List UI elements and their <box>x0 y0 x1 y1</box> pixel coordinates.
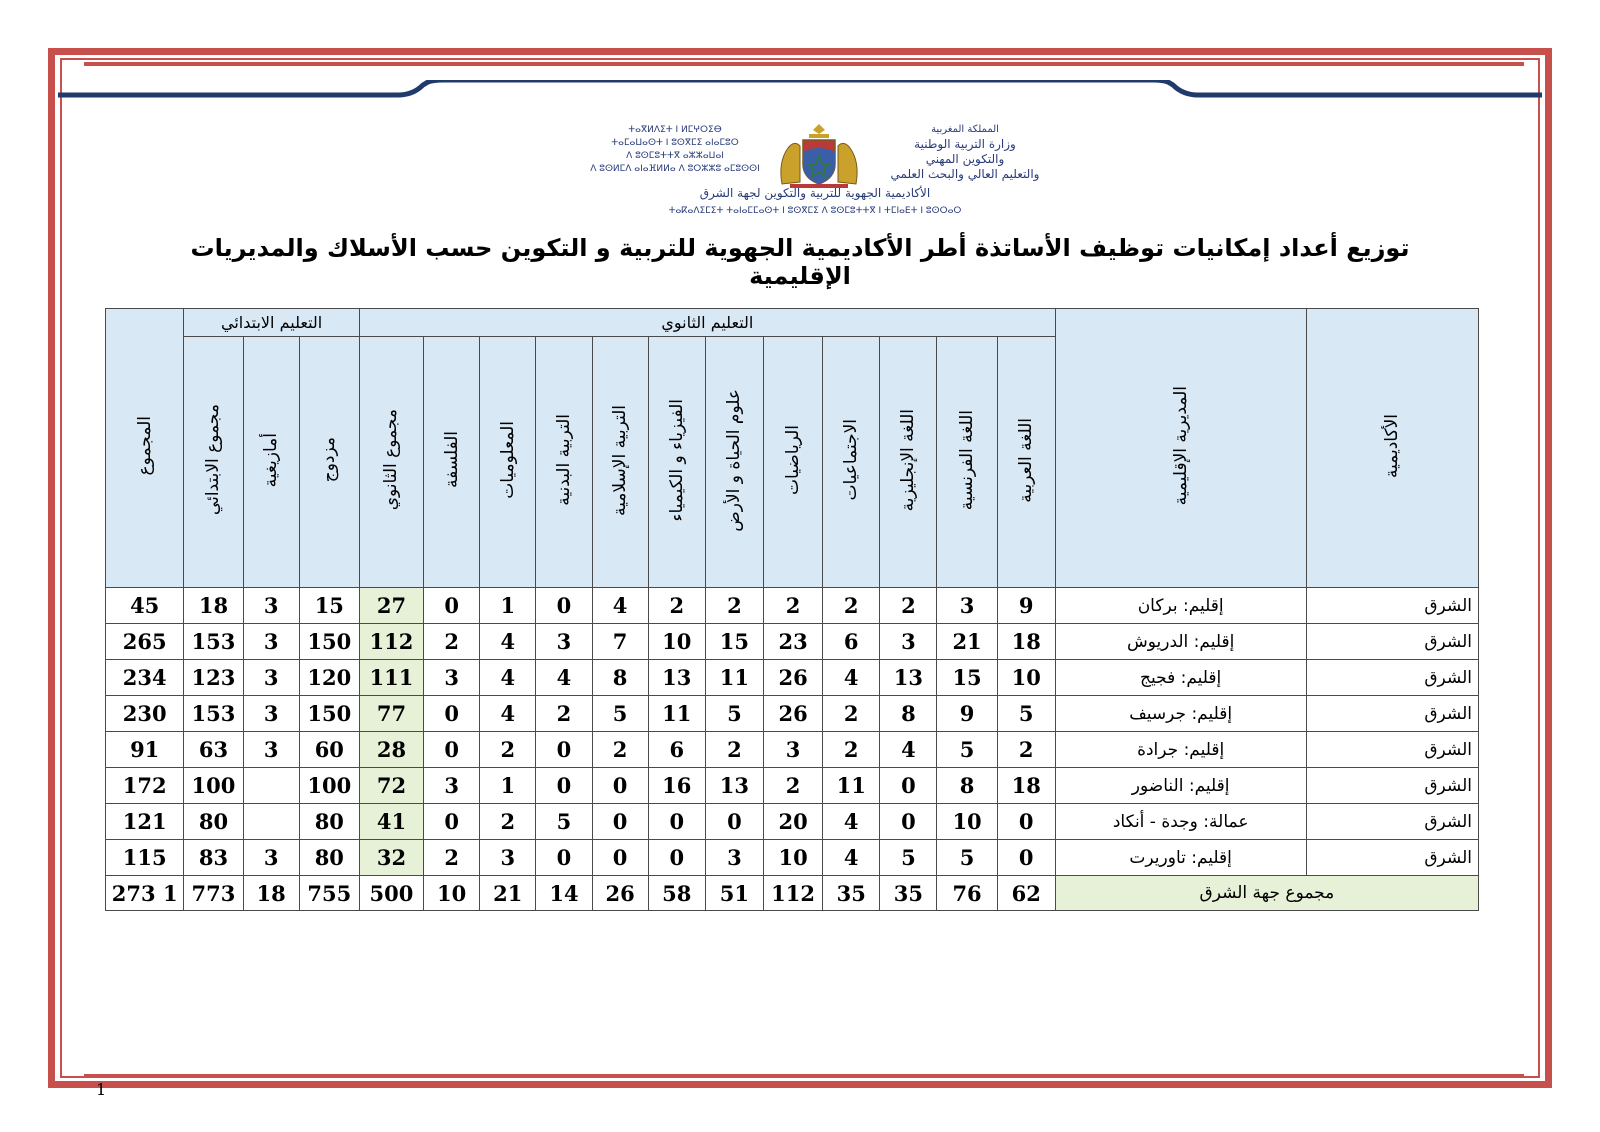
cell-sec-total: 32 <box>359 840 423 876</box>
cell-physics: 2 <box>648 588 705 624</box>
cell-sec-total: 112 <box>359 624 423 660</box>
navy-header-band <box>58 80 1542 120</box>
cell-bilingual: 150 <box>299 696 359 732</box>
col-philosophy: الفلسفة <box>424 337 480 588</box>
cell-english: 0 <box>880 768 937 804</box>
cell-math: 23 <box>764 624 823 660</box>
col-prim-total: مجموع الابتدائي <box>184 337 243 588</box>
col-svt: علوم الحياة و الأرض <box>705 337 763 588</box>
cell-philosophy: 3 <box>424 660 480 696</box>
cell-islamic: 0 <box>592 768 648 804</box>
cell-grand-total: 91 <box>106 732 184 768</box>
cell-grand-total: 115 <box>106 840 184 876</box>
cell-physics: 11 <box>648 696 705 732</box>
cell-academy: الشرق <box>1306 732 1478 768</box>
cell-arabic: 2 <box>997 732 1055 768</box>
cell-math: 2 <box>764 588 823 624</box>
cell-pe: 0 <box>536 840 592 876</box>
cell-directorate: إقليم: الناضور <box>1055 768 1306 804</box>
cell-math: 26 <box>764 696 823 732</box>
cell-arabic: 18 <box>997 624 1055 660</box>
col-social: الاجتماعيات <box>823 337 880 588</box>
cell-amazigh: 3 <box>243 696 299 732</box>
cell-pe: 2 <box>536 696 592 732</box>
cell-social: 2 <box>823 588 880 624</box>
cell-academy: الشرق <box>1306 804 1478 840</box>
cell-prim-total: 63 <box>184 732 243 768</box>
col-physics: الفيزياء و الكيمياء <box>648 337 705 588</box>
cell-philosophy: 0 <box>424 696 480 732</box>
total-bilingual: 755 <box>299 876 359 911</box>
cell-islamic: 8 <box>592 660 648 696</box>
cell-english: 5 <box>880 840 937 876</box>
total-it: 21 <box>480 876 536 911</box>
cell-arabic: 0 <box>997 840 1055 876</box>
cell-french: 5 <box>937 732 997 768</box>
col-amazigh: أمازيغية <box>243 337 299 588</box>
total-label: مجموع جهة الشرق <box>1055 876 1478 911</box>
cell-amazigh: 3 <box>243 624 299 660</box>
cell-grand-total: 45 <box>106 588 184 624</box>
table-row <box>106 768 1479 804</box>
cell-amazigh: 3 <box>243 588 299 624</box>
cell-islamic: 2 <box>592 732 648 768</box>
cell-bilingual: 60 <box>299 732 359 768</box>
total-svt: 51 <box>705 876 763 911</box>
total-french: 76 <box>937 876 997 911</box>
cell-sec-total: 72 <box>359 768 423 804</box>
col-bilingual: مزدوج <box>299 337 359 588</box>
cell-sec-total: 77 <box>359 696 423 732</box>
table-row <box>106 588 1479 624</box>
cell-it: 4 <box>480 624 536 660</box>
cell-philosophy: 0 <box>424 804 480 840</box>
kingdom-arabic: المملكة المغربية <box>931 124 999 135</box>
cell-islamic: 0 <box>592 840 648 876</box>
ministry-tifinagh-1: ⵜⴰⵎⴰⵡⴰⵙⵜ ⵏ ⵓⵙⴳⵎⵉ ⴰⵏⴰⵎⵓⵔ <box>611 138 739 148</box>
ministry-arabic-1: وزارة التربية الوطنية <box>914 137 1016 151</box>
positions-table <box>105 308 1479 911</box>
cell-bilingual: 150 <box>299 624 359 660</box>
cell-bilingual: 80 <box>299 840 359 876</box>
cell-french: 10 <box>937 804 997 840</box>
total-arabic: 62 <box>997 876 1055 911</box>
cell-academy: الشرق <box>1306 696 1478 732</box>
kingdom-tifinagh: ⵜⴰⴳⵍⴷⵉⵜ ⵏ ⵍⵎⵖⵔⵉⴱ <box>628 125 722 135</box>
cell-grand-total: 172 <box>106 768 184 804</box>
cell-social: 2 <box>823 732 880 768</box>
cell-arabic: 5 <box>997 696 1055 732</box>
cell-physics: 16 <box>648 768 705 804</box>
cell-directorate: عمالة: وجدة - أنكاد <box>1055 804 1306 840</box>
cell-bilingual: 15 <box>299 588 359 624</box>
cell-academy: الشرق <box>1306 660 1478 696</box>
cell-svt: 11 <box>705 660 763 696</box>
cell-academy: الشرق <box>1306 768 1478 804</box>
cell-amazigh: 3 <box>243 732 299 768</box>
cell-islamic: 5 <box>592 696 648 732</box>
cell-french: 21 <box>937 624 997 660</box>
cell-french: 8 <box>937 768 997 804</box>
frame-bottom-line <box>84 1074 1524 1078</box>
cell-amazigh: 3 <box>243 840 299 876</box>
cell-philosophy: 0 <box>424 588 480 624</box>
cell-social: 2 <box>823 696 880 732</box>
cell-it: 1 <box>480 588 536 624</box>
cell-pe: 0 <box>536 732 592 768</box>
cell-bilingual: 80 <box>299 804 359 840</box>
ministry-arabic-2: والتكوين المهني <box>925 152 1005 166</box>
total-math: 112 <box>764 876 823 911</box>
col-english: اللغة الإنجليزية <box>880 337 937 588</box>
cell-grand-total: 230 <box>106 696 184 732</box>
cell-it: 4 <box>480 696 536 732</box>
cell-pe: 4 <box>536 660 592 696</box>
total-prim-total: 773 <box>184 876 243 911</box>
cell-philosophy: 2 <box>424 624 480 660</box>
cell-islamic: 0 <box>592 804 648 840</box>
ministry-arabic-3: والتعليم العالي والبحث العلمي <box>890 167 1040 181</box>
cell-svt: 5 <box>705 696 763 732</box>
cell-directorate: إقليم: جرادة <box>1055 732 1306 768</box>
cell-svt: 13 <box>705 768 763 804</box>
total-english: 35 <box>880 876 937 911</box>
cell-physics: 10 <box>648 624 705 660</box>
ministry-tifinagh-2: ⴷ ⵓⵙⵎⵓⵜⵜⴳ ⴰⵣⵣⴰⵡⴰⵏ <box>626 151 724 161</box>
cell-philosophy: 0 <box>424 732 480 768</box>
frame-top-line <box>84 62 1524 66</box>
cell-prim-total: 153 <box>184 696 243 732</box>
cell-sec-total: 28 <box>359 732 423 768</box>
cell-directorate: إقليم: تاوريرت <box>1055 840 1306 876</box>
cell-prim-total: 123 <box>184 660 243 696</box>
cell-english: 4 <box>880 732 937 768</box>
cell-physics: 0 <box>648 804 705 840</box>
cell-directorate: إقليم: بركان <box>1055 588 1306 624</box>
cell-bilingual: 100 <box>299 768 359 804</box>
cell-social: 4 <box>823 660 880 696</box>
cell-english: 0 <box>880 804 937 840</box>
col-grand-total: المجموع <box>106 309 184 588</box>
cell-arabic: 9 <box>997 588 1055 624</box>
total-philosophy: 10 <box>424 876 480 911</box>
group-secondary: التعليم الثانوي <box>359 309 1055 337</box>
cell-academy: الشرق <box>1306 840 1478 876</box>
cell-physics: 6 <box>648 732 705 768</box>
cell-academy: الشرق <box>1306 624 1478 660</box>
col-sec-total: مجموع الثانوي <box>359 337 423 588</box>
total-islamic: 26 <box>592 876 648 911</box>
cell-prim-total: 153 <box>184 624 243 660</box>
cell-it: 2 <box>480 732 536 768</box>
cell-amazigh <box>243 804 299 840</box>
ministry-tifinagh-3: ⴷ ⵓⵙⵍⵎⴷ ⴰⵏⴰⴼⵍⵍⴰ ⴷ ⵓⵔⵣⵣⵓ ⴰⵎⵓⵙⵙⵏ <box>590 164 760 174</box>
cell-it: 2 <box>480 804 536 840</box>
cell-svt: 3 <box>705 840 763 876</box>
cell-arabic: 10 <box>997 660 1055 696</box>
group-primary: التعليم الابتدائي <box>184 309 360 337</box>
cell-arabic: 0 <box>997 804 1055 840</box>
coat-of-arms-icon <box>776 120 862 192</box>
cell-it: 4 <box>480 660 536 696</box>
total-physics: 58 <box>648 876 705 911</box>
col-french: اللغة الفرنسية <box>937 337 997 588</box>
cell-french: 15 <box>937 660 997 696</box>
cell-amazigh <box>243 768 299 804</box>
cell-islamic: 4 <box>592 588 648 624</box>
col-academy: الأكاديمية <box>1306 309 1478 588</box>
col-directorate: المديرية الإقليمية <box>1055 309 1306 588</box>
cell-svt: 2 <box>705 588 763 624</box>
page-title: توزيع أعداد إمكانيات توظيف الأساتذة أطر الأكاديمية الجهوية للتربية و التكوين حسب الأسلاك والمديريات الإقليمية <box>190 234 1410 290</box>
total-amazigh: 18 <box>243 876 299 911</box>
cell-physics: 13 <box>648 660 705 696</box>
col-math: الرياضيات <box>764 337 823 588</box>
cell-svt: 0 <box>705 804 763 840</box>
cell-grand-total: 265 <box>106 624 184 660</box>
cell-grand-total: 121 <box>106 804 184 840</box>
cell-prim-total: 83 <box>184 840 243 876</box>
cell-pe: 0 <box>536 588 592 624</box>
cell-pe: 5 <box>536 804 592 840</box>
total-social: 35 <box>823 876 880 911</box>
cell-amazigh: 3 <box>243 660 299 696</box>
cell-prim-total: 80 <box>184 804 243 840</box>
cell-sec-total: 111 <box>359 660 423 696</box>
table-row <box>106 732 1479 768</box>
cell-social: 4 <box>823 804 880 840</box>
total-sec-total: 500 <box>359 876 423 911</box>
col-pe: التربية البدنية <box>536 337 592 588</box>
letterhead <box>580 120 1050 220</box>
table-row <box>106 624 1479 660</box>
cell-sec-total: 27 <box>359 588 423 624</box>
cell-english: 8 <box>880 696 937 732</box>
cell-arabic: 18 <box>997 768 1055 804</box>
cell-academy: الشرق <box>1306 588 1478 624</box>
table-row <box>106 840 1479 876</box>
cell-english: 13 <box>880 660 937 696</box>
cell-english: 2 <box>880 588 937 624</box>
cell-directorate: إقليم: فجيج <box>1055 660 1306 696</box>
cell-philosophy: 2 <box>424 840 480 876</box>
letterhead-tifinagh <box>580 124 770 176</box>
letterhead-arabic <box>880 122 1050 182</box>
cell-french: 5 <box>937 840 997 876</box>
cell-grand-total: 234 <box>106 660 184 696</box>
cell-it: 3 <box>480 840 536 876</box>
total-row <box>106 876 1479 911</box>
cell-prim-total: 100 <box>184 768 243 804</box>
cell-bilingual: 120 <box>299 660 359 696</box>
cell-math: 26 <box>764 660 823 696</box>
cell-prim-total: 18 <box>184 588 243 624</box>
total-pe: 14 <box>536 876 592 911</box>
page-number: 1 <box>96 1080 107 1099</box>
cell-english: 3 <box>880 624 937 660</box>
cell-philosophy: 3 <box>424 768 480 804</box>
col-arabic: اللغة العربية <box>997 337 1055 588</box>
table-row <box>106 696 1479 732</box>
total-grand-total: 1 273 <box>106 876 184 911</box>
cell-svt: 15 <box>705 624 763 660</box>
cell-math: 3 <box>764 732 823 768</box>
col-it: المعلوميات <box>480 337 536 588</box>
cell-islamic: 7 <box>592 624 648 660</box>
cell-pe: 0 <box>536 768 592 804</box>
cell-physics: 0 <box>648 840 705 876</box>
cell-math: 20 <box>764 804 823 840</box>
table-row <box>106 660 1479 696</box>
cell-directorate: إقليم: الدريوش <box>1055 624 1306 660</box>
cell-math: 10 <box>764 840 823 876</box>
cell-sec-total: 41 <box>359 804 423 840</box>
academy-tifinagh: ⵜⴰⴽⴰⴷⵉⵎⵉⵜ ⵜⴰⵏⴰⵎⵎⴰⵙⵜ ⵏ ⵓⵙⴳⵎⵉ ⴷ ⵓⵙⵎⵓⵜⵜⴳ ⵏ ⵜⵎⵏⴰⴹⵜ ⵏ ⵓⵙⵔⴰⵔ <box>668 206 962 216</box>
cell-french: 3 <box>937 588 997 624</box>
academy-arabic: الأكاديمية الجهوية للتربية والتكوين لجهة الشرق <box>699 186 931 200</box>
cell-pe: 3 <box>536 624 592 660</box>
cell-it: 1 <box>480 768 536 804</box>
cell-social: 4 <box>823 840 880 876</box>
cell-social: 11 <box>823 768 880 804</box>
cell-directorate: إقليم: جرسيف <box>1055 696 1306 732</box>
cell-social: 6 <box>823 624 880 660</box>
table-row <box>106 804 1479 840</box>
col-islamic: التربية الإسلامية <box>592 337 648 588</box>
cell-french: 9 <box>937 696 997 732</box>
cell-math: 2 <box>764 768 823 804</box>
cell-svt: 2 <box>705 732 763 768</box>
